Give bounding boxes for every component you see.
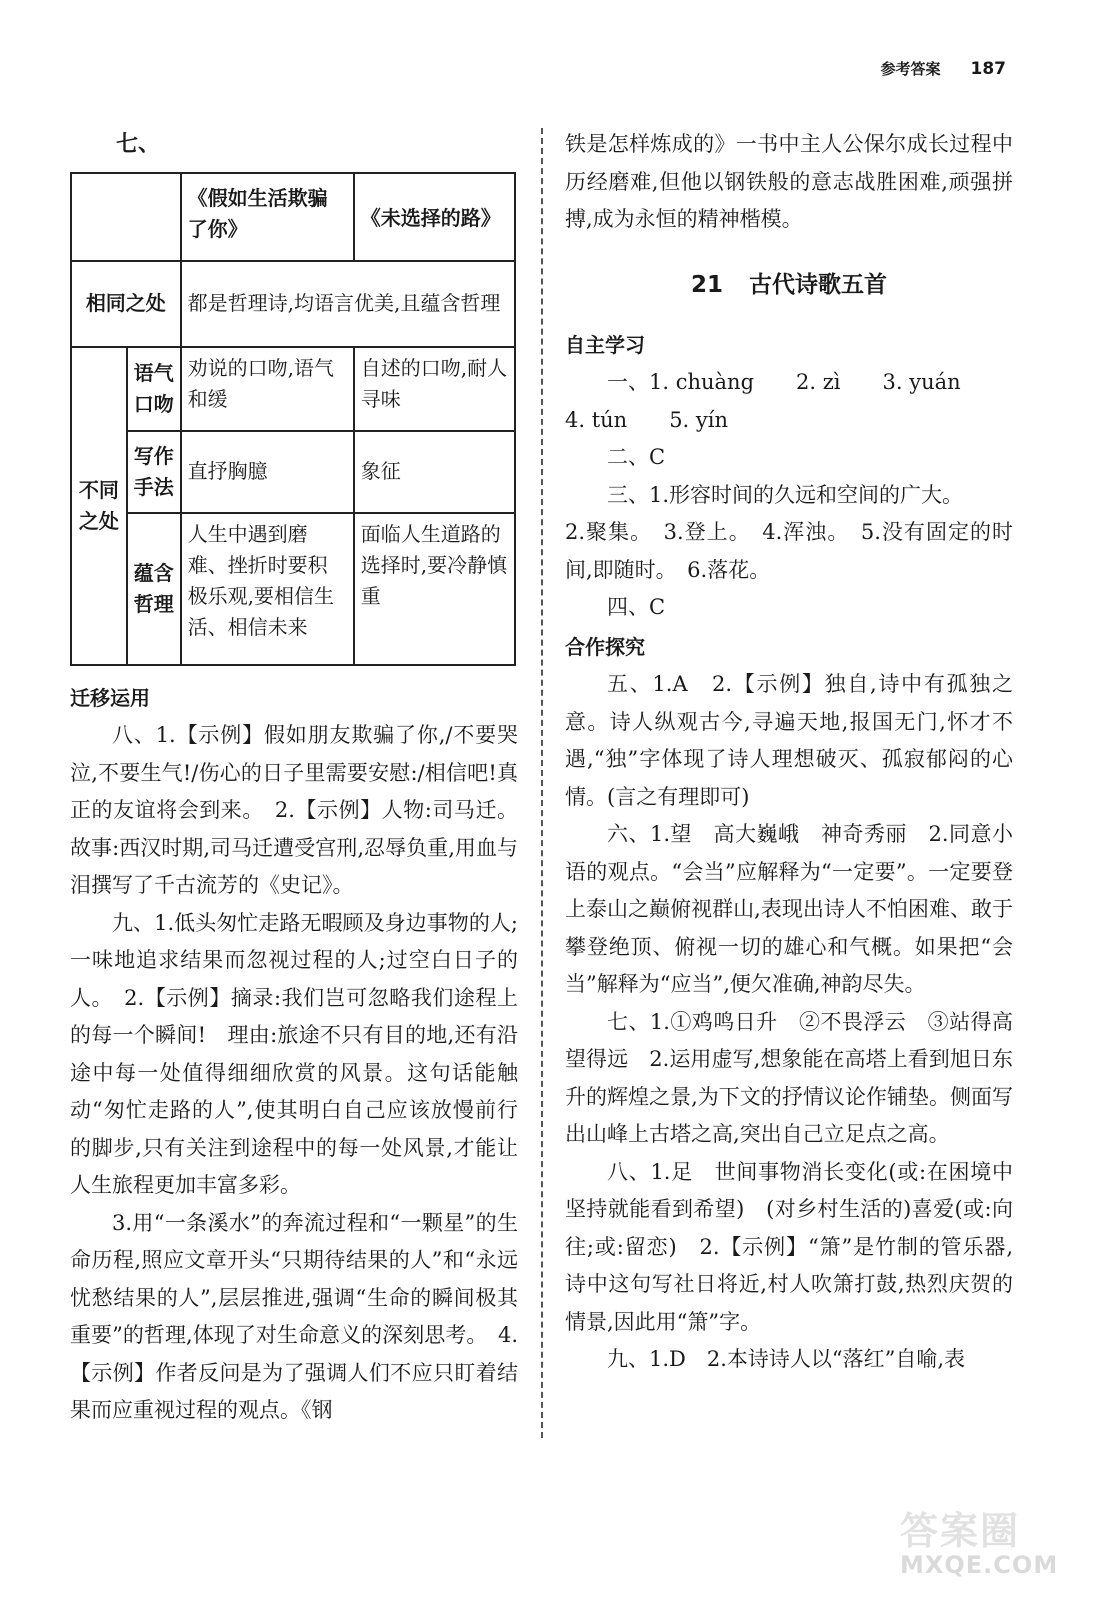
- answer-paragraph: 六、1.望 高大巍峨 神奇秀丽 2.同意小语的观点。“会当”应解释为“一定要”。一定要登上泰山之巅俯视群山,表现出诗人不怕困难、敢于攀登绝顶、俯视一切的雄心和气概。如果把“会当”解释为“应当”,便欠准确,神韵尽失。: [565, 822, 1013, 996]
- table-row: [71, 431, 515, 513]
- answer-line: 二、C: [607, 445, 666, 469]
- comparison-table: [70, 172, 516, 666]
- answer-paragraph: 七、1.①鸡鸣日升 ②不畏浮云 ③站得高望得远 2.运用虚写,想象能在高塔上看到旭日东升的辉煌之景,为下文的抒情议论作铺垫。侧面写出山峰上古塔之高,突出自己立足点之高。: [565, 1009, 1013, 1146]
- table-corner-cell: [71, 173, 181, 261]
- answer-paragraph: 九、1.D 2.本诗诗人以“落红”自喻,表: [607, 1347, 966, 1371]
- row-cell-a: 劝说的口吻,语气和缓: [181, 347, 354, 431]
- answer-paragraph: 九、1.低头匆忙走路无暇顾及身边事物的人;一味地追求结果而忽视过程的人;过空白日子的人。 2.【示例】摘录:我们岂可忽略我们途程上的每一个瞬间! 理由:旅途不只有目的地,还有沿途中每一处值得细细欣赏的风景。这句话能触动“匆忙走路的人”,使其明白自己应该放慢前行的脚步,只有关注到途程中的每一处风景,才能让人生旅程更加丰富多彩。: [70, 910, 518, 1197]
- row-cell-a: 人生中遇到磨难、挫折时要积极乐观,要相信生活、相信未来: [181, 513, 354, 665]
- answer-paragraph: 3.用“一条溪水”的奔流过程和“一颗星”的生命历程,照应文章开头“只期待结果的人”和“永远忧愁结果的人”,层层推进,强调“生命的瞬间极其重要”的哲理,体现了对生命意义的深刻思考。 4.【示例】作者反问是为了强调人们不应只盯着结果而应重视过程的观点。《钢: [70, 1210, 518, 1422]
- answer-paragraph: 五、1.A 2.【示例】独自,诗中有孤独之意。诗人纵观古今,寻遍天地,报国无门,怀才不遇,“独”字体现了诗人理想破灭、孤寂郁闷的心情。(言之有理即可): [565, 672, 1013, 809]
- section-title-transfer: 迁移运用: [70, 685, 150, 710]
- row-label: 蕴含哲理: [127, 513, 181, 665]
- answer-line: 三、1.形容时间的久远和空间的广大。: [607, 482, 964, 507]
- table-col1-header: 《假如生活欺骗了你》: [181, 173, 354, 261]
- table-header-row: [71, 173, 515, 261]
- table-row-same: [71, 261, 515, 347]
- left-column: [70, 126, 518, 1430]
- chapter-number: 21: [690, 271, 723, 298]
- same-text: 都是哲理诗,均语言优美,且蕴含哲理: [181, 261, 515, 347]
- row-cell-b: 象征: [354, 431, 515, 513]
- question-7-title: 七、: [116, 132, 161, 157]
- answer-paragraph: 八、1.足 世间事物消长变化(或:在困境中坚持就能看到希望) (对乡村生活的)喜爱(或:向往;或:留恋) 2.【示例】“箫”是竹制的管乐器,诗中这句写社日将近,村人吹箫打鼓,热烈庆贺的情景,因此用“箫”字。: [565, 1159, 1013, 1334]
- watermark-logo: [900, 1500, 1086, 1592]
- answer-line: 4. tún 5. yín: [565, 407, 729, 432]
- continued-paragraph: 铁是怎样炼成的》一书中主人公保尔成长过程中历经磨难,但他以钢铁般的意志战胜困难,顽强拼搏,成为永恒的精神楷模。: [565, 132, 1013, 231]
- row-cell-b: 自述的口吻,耐人寻味: [354, 347, 515, 431]
- table-row: [71, 513, 515, 665]
- row-cell-a: 直抒胸臆: [181, 431, 354, 513]
- answer-line: 一、1. chuàng 2. zì 3. yuán: [607, 370, 961, 394]
- answer-paragraph: 八、1.【示例】假如朋友欺骗了你,/不要哭泣,不要生气!/伤心的日子里需要安慰:/相信吧!真正的友谊将会到来。 2.【示例】人物:司马迁。故事:西汉时期,司马迁遭受宫刑,忍辱负重,用血与泪撰写了千古流芳的《史记》。: [70, 723, 518, 897]
- watermark-line1: 答案圈: [900, 1509, 1021, 1553]
- section-title-cooperation: 合作探究: [565, 634, 645, 659]
- page-number: 187: [970, 59, 1006, 79]
- section-title-self-study: 自主学习: [565, 332, 645, 357]
- header-label: 参考答案: [880, 60, 941, 78]
- chapter-title: 古代诗歌五首: [749, 271, 887, 298]
- page-header: [880, 58, 1006, 79]
- column-divider: [541, 128, 543, 1438]
- table-col2-header: 《未选择的路》: [354, 173, 515, 261]
- row-cell-b: 面临人生道路的选择时,要冷静慎重: [354, 513, 515, 665]
- watermark-line2: MXQE.COM: [900, 1551, 1059, 1579]
- table-row: [71, 347, 515, 431]
- row-label: 写作手法: [127, 431, 181, 513]
- right-column: [565, 126, 1013, 1379]
- row-label: 语气口吻: [127, 347, 181, 431]
- diff-label: 不同之处: [71, 347, 127, 665]
- answer-line: 2.聚集。 3.登上。 4.浑浊。 5.没有固定的时间,即随时。 6.落花。: [565, 520, 1013, 582]
- same-label: 相同之处: [71, 261, 181, 347]
- answer-line: 四、C: [607, 595, 666, 619]
- chapter-heading: [565, 267, 1013, 303]
